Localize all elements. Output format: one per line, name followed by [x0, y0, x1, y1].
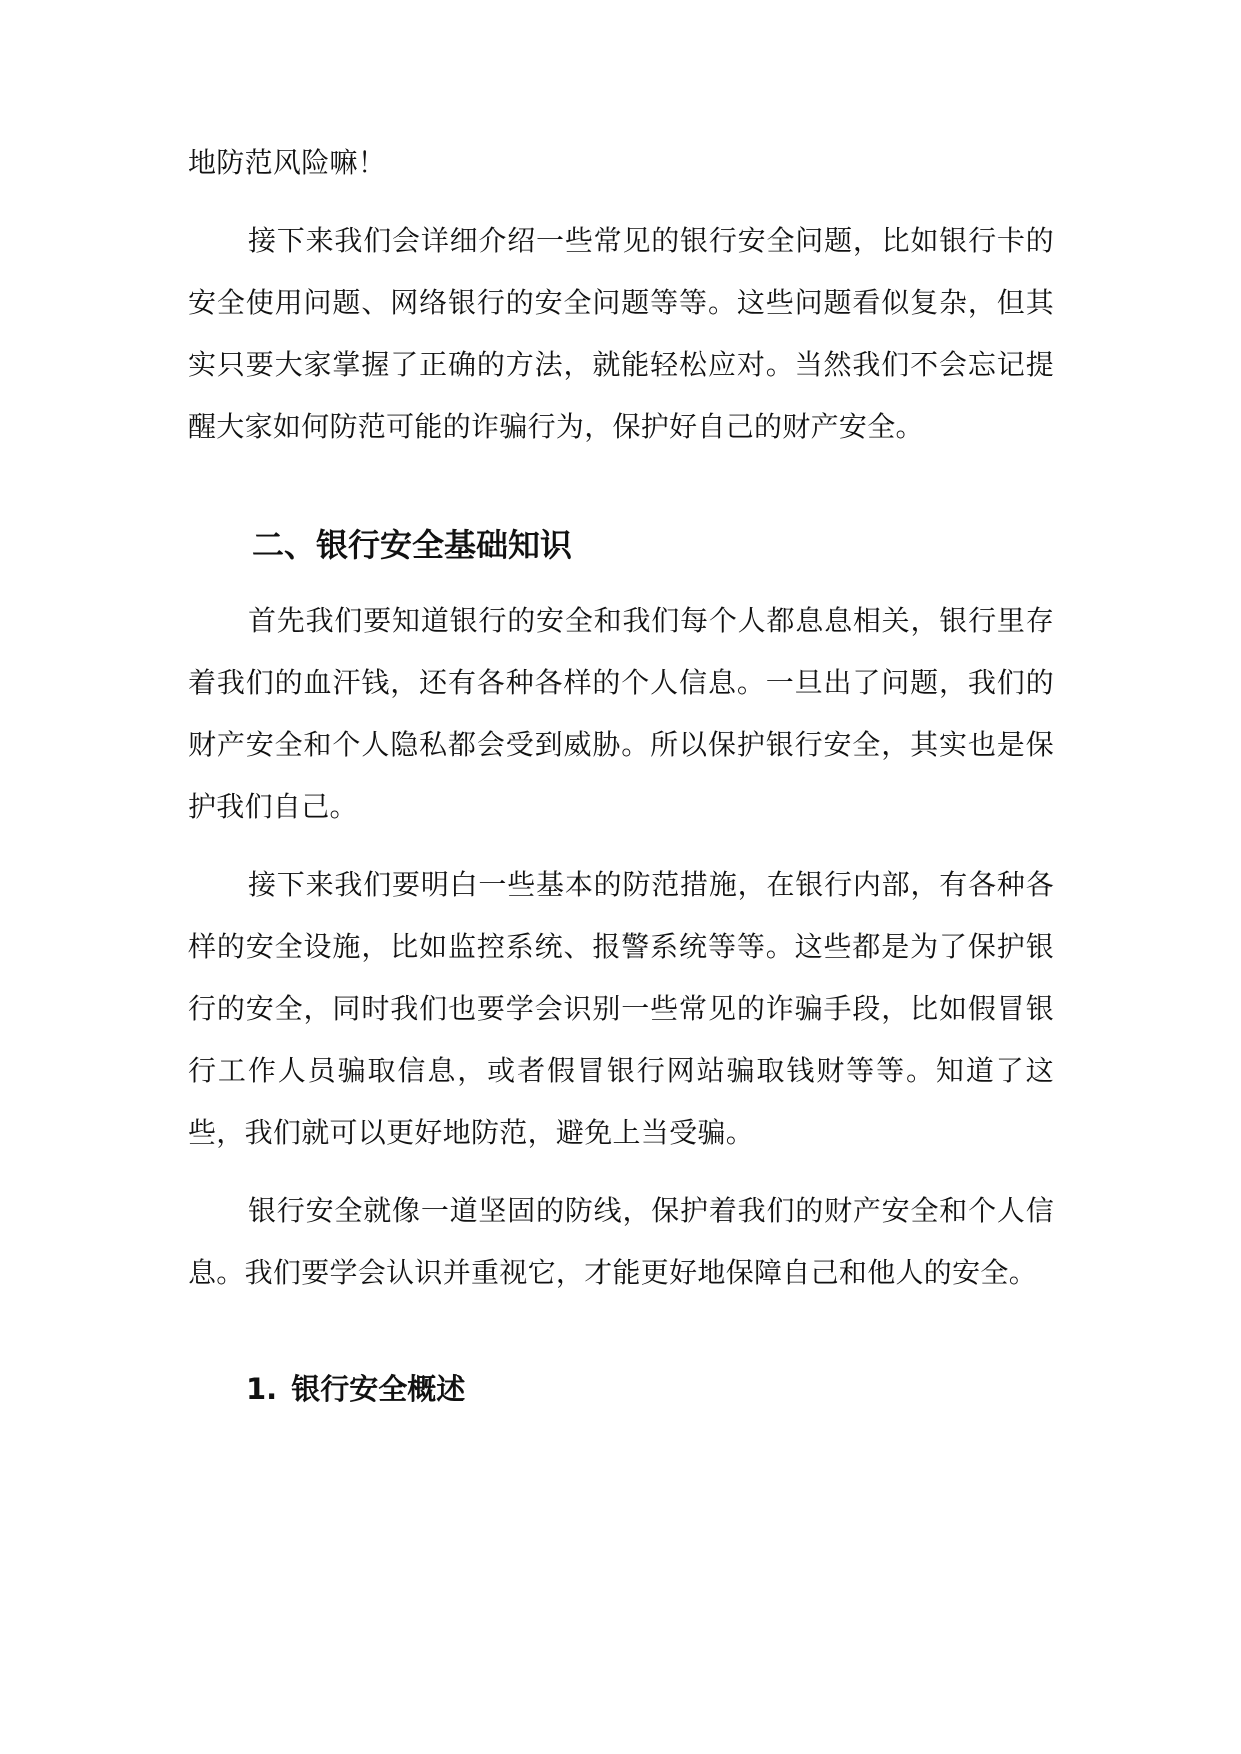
subsection-number: 1. [246, 1372, 278, 1406]
paragraph-continuation: 地防范风险嘛！ [188, 146, 387, 179]
subsection-title: 银行安全概述 [291, 1372, 466, 1406]
section-paragraph: 银行安全就像一道坚固的防线，保护着我们的财产安全和个人信息。我们要学会认识并重视它，才能更好地保障自己和他人的安全。 [188, 1194, 1054, 1289]
section-heading: 二、银行安全基础知识 [252, 526, 573, 564]
subsection-heading [188, 1358, 1054, 1420]
section-paragraph: 接下来我们要明白一些基本的防范措施，在银行内部，有各种各样的安全设施，比如监控系统、报警系统等等。这些都是为了保护银行的安全，同时我们也要学会识别一些常见的诈骗手段，比如假冒银行工作人员骗取信息，或者假冒银行网站骗取钱财等等。知道了这些，我们就可以更好地防范，避免上当受骗。 [188, 868, 1054, 1149]
document-body [188, 132, 1054, 1420]
paragraph-intro: 接下来我们会详细介绍一些常见的银行安全问题，比如银行卡的安全使用问题、网络银行的安全问题等等。这些问题看似复杂，但其实只要大家掌握了正确的方法，就能轻松应对。当然我们不会忘记提醒大家如何防范可能的诈骗行为，保护好自己的财产安全。 [188, 224, 1054, 443]
section-paragraph: 首先我们要知道银行的安全和我们每个人都息息相关，银行里存着我们的血汗钱，还有各种各样的个人信息。一旦出了问题，我们的财产安全和个人隐私都会受到威胁。所以保护银行安全，其实也是保护我们自己。 [188, 604, 1054, 823]
